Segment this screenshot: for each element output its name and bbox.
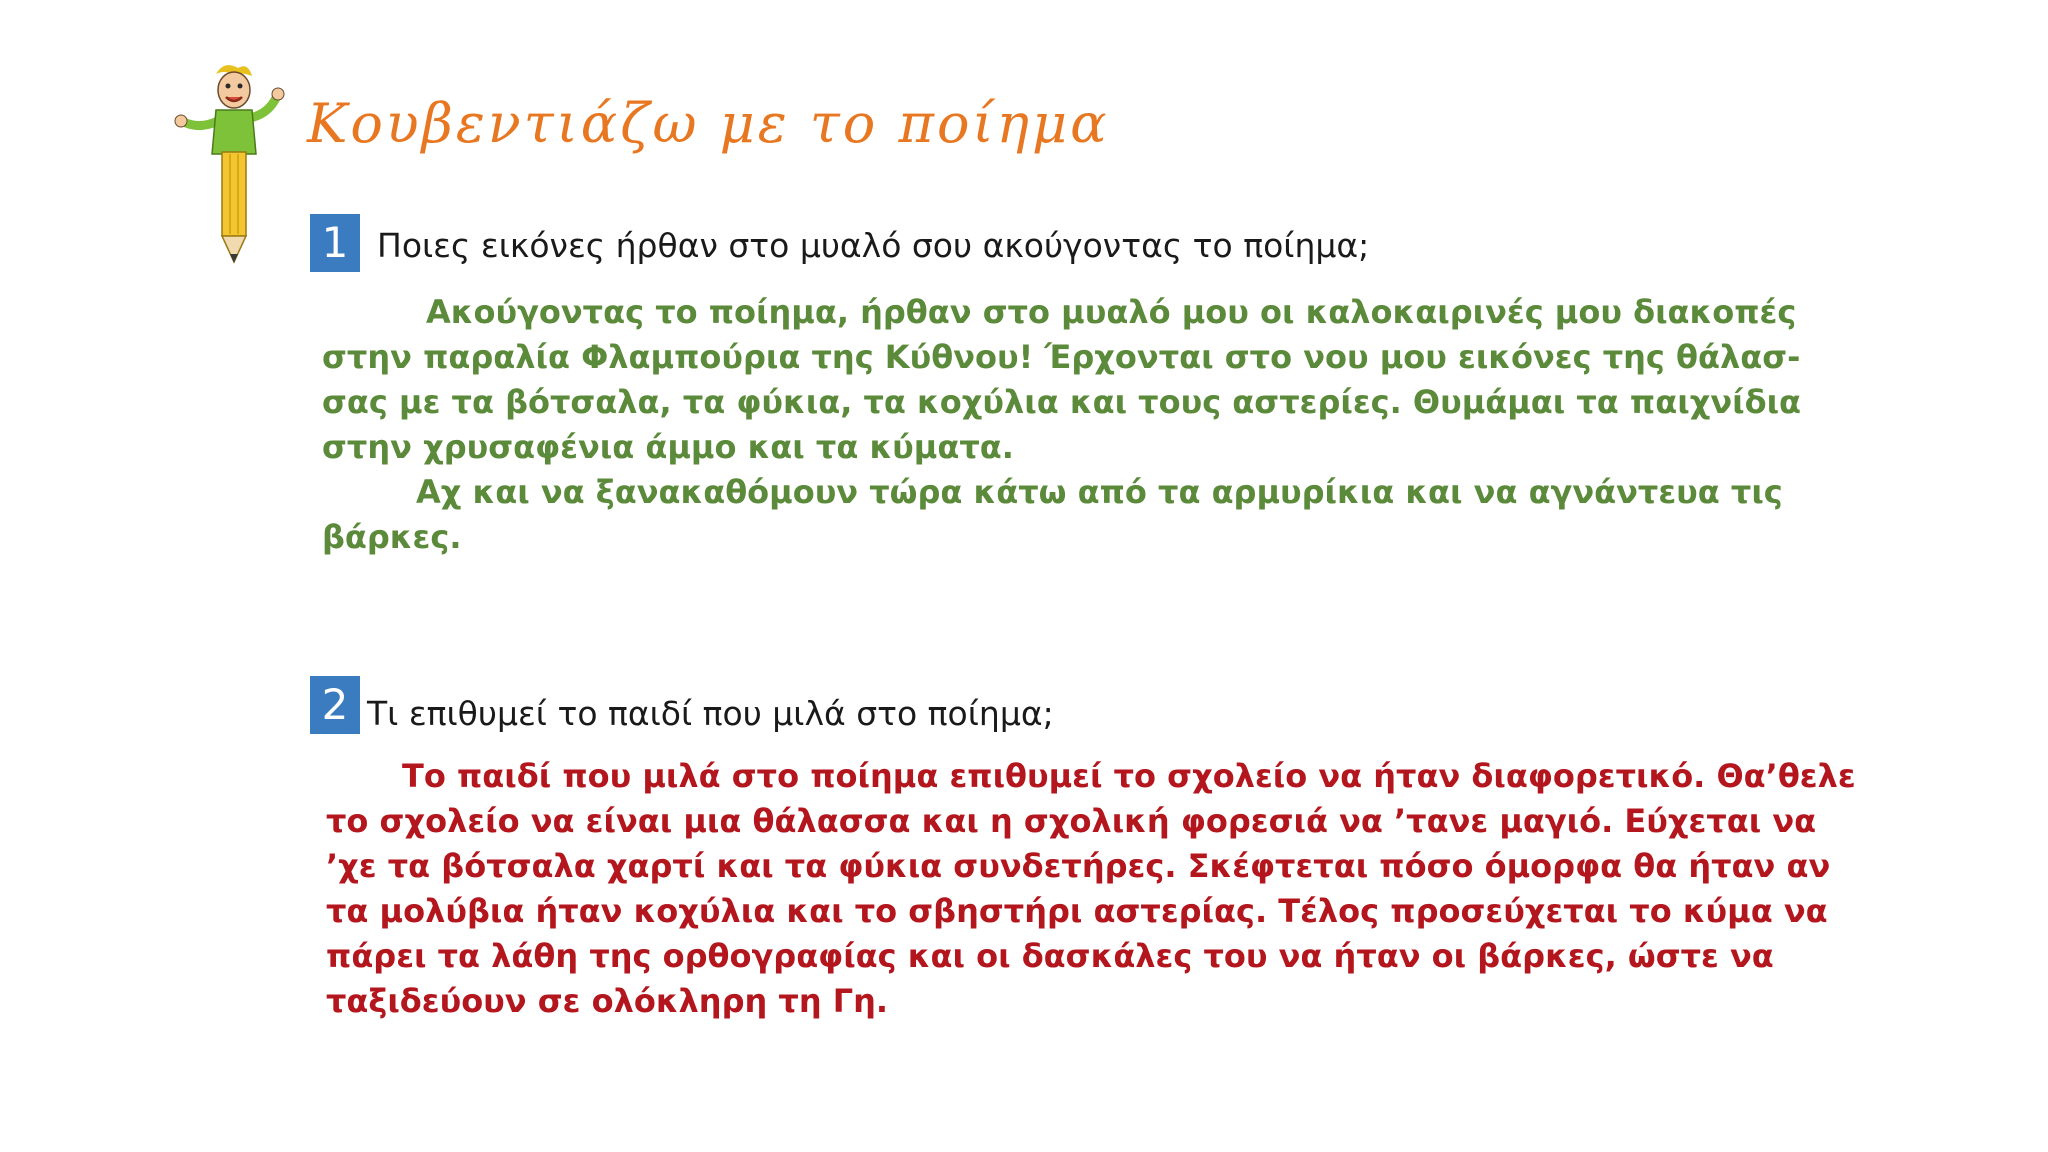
answer-1-line: Αχ και να ξανακαθόμουν τώρα κάτω από τα αρμυρίκια και να αγνάντευα τις — [416, 473, 1783, 511]
answer-2-line: τα μολύβια ήταν κοχύλια και το σβηστήρι αστερίας. Τέλος προσεύχεται το κύμα να — [326, 892, 1828, 930]
answer-1-line: Ακούγοντας το ποίημα, ήρθαν στο μυαλό μου οι καλοκαιρινές μου διακοπές — [426, 293, 1797, 331]
answer-1-line: στην χρυσαφένια άμμο και τα κύματα. — [322, 428, 1014, 466]
answer-2-line: ’χε τα βότσαλα χαρτί και τα φύκια συνδετήρες. Σκέφτεται πόσο όμορφα θα ήταν αν — [326, 847, 1831, 885]
answer-1-line: βάρκες. — [322, 518, 462, 556]
question-2-text: Τι επιθυμεί το παιδί που μιλά στο ποίημα; — [367, 694, 1054, 733]
answer-1-line: σας με τα βότσαλα, τα φύκια, τα κοχύλια και τους αστερίες. Θυμάμαι τα παιχνίδια — [322, 383, 1802, 421]
answer-2 — [326, 754, 1856, 1024]
question-1-badge: 1 — [310, 214, 360, 272]
pencil-boy-icon — [172, 58, 296, 268]
page-title: Κουβεντιάζω με το ποίημα — [307, 92, 1110, 155]
answer-2-line: το σχολείο να είναι μια θάλασσα και η σχολική φορεσιά να ’τανε μαγιό. Εύχεται να — [326, 802, 1817, 840]
answer-2-line: ταξιδεύουν σε ολόκληρη τη Γη. — [326, 982, 889, 1020]
answer-1-line: στην παραλία Φλαμπούρια της Κύθνου! Έρχονται στο νου μου εικόνες της θάλασ- — [322, 338, 1801, 376]
answer-1 — [322, 290, 1801, 560]
question-1-text: Ποιες εικόνες ήρθαν στο μυαλό σου ακούγοντας το ποίημα; — [377, 226, 1370, 265]
question-2-badge: 2 — [310, 676, 360, 734]
answer-2-line: πάρει τα λάθη της ορθογραφίας και οι δασκάλες του να ήταν οι βάρκες, ώστε να — [326, 937, 1774, 975]
answer-2-line: Το παιδί που μιλά στο ποίημα επιθυμεί το σχολείο να ήταν διαφορετικό. Θα’θελε — [402, 757, 1856, 795]
